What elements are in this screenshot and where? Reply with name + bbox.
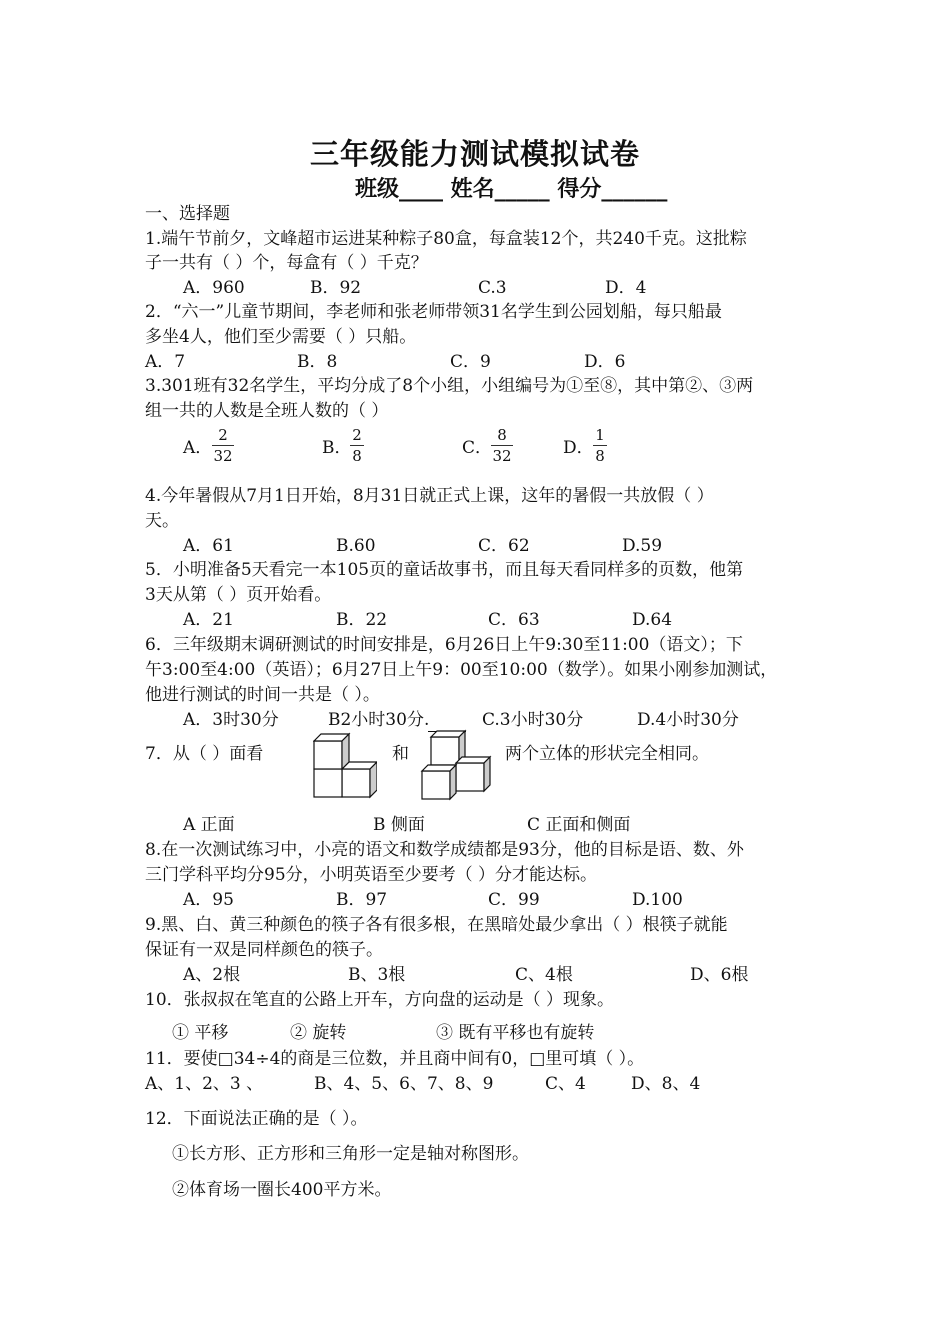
q7-text-and: 和 (392, 744, 409, 764)
page-title: 三年级能力测试模拟试卷 (309, 137, 640, 171)
q5-option-b: B．22 (336, 610, 388, 630)
q7-option-c: C 正面和侧面 (527, 815, 631, 835)
fraction-bar (350, 445, 364, 446)
q2-option-a: A．7 (145, 352, 186, 372)
q10-option-1: ① 平移 (172, 1023, 229, 1043)
q9-option-d: D、6根 (690, 965, 749, 985)
q4-option-c: C．62 (478, 536, 530, 556)
q6-option-a: A．3时30分 (183, 710, 279, 730)
q10-option-3: ③ 既有平移也有旋转 (436, 1023, 595, 1043)
q12-statement-1: ①长方形、正方形和三角形一定是轴对称图形。 (172, 1144, 529, 1164)
q5-option-a: A．21 (183, 610, 234, 630)
q9-line1: 9.黑、白、黄三种颜色的筷子各有很多根，在黑暗处最少拿出（ ）根筷子就能 (145, 915, 728, 935)
q3-option-a-fraction (212, 426, 234, 465)
q9-option-a: A、2根 (183, 965, 241, 985)
q9-line2: 保证有一双是同样颜色的筷子。 (145, 940, 383, 960)
q4-option-b: B.60 (336, 536, 376, 556)
fraction-bar (212, 445, 234, 446)
q3-option-d-fraction (593, 426, 607, 465)
fraction-numerator: 2 (352, 426, 362, 444)
q3-option-b-label: B． (322, 438, 352, 458)
fraction-numerator: 1 (595, 426, 605, 444)
q1-line1: 1.端午节前夕，文峰超市运进某种粽子80盒，每盒装12个，共240千克。这批粽 (145, 229, 747, 249)
q5-option-d: D.64 (632, 610, 673, 630)
fraction-denominator: 8 (595, 447, 605, 465)
q4-option-a: A．61 (183, 536, 234, 556)
q4-line2: 天。 (145, 511, 179, 531)
q11-line1: 11．要使□34÷4的商是三位数，并且商中间有0，□里可填（ ）。 (145, 1049, 645, 1069)
q1-option-d: D．4 (605, 278, 647, 298)
q2-option-b: B．8 (297, 352, 338, 372)
q7-text-end: 两个立体的形状完全相同。 (505, 744, 709, 764)
q2-line1: 2．“六一”儿童节期间，李老师和张老师带领31名学生到公园划船，每只船最 (145, 302, 722, 322)
fraction-bar (491, 445, 513, 446)
fraction-numerator: 2 (218, 426, 228, 444)
fraction-numerator: 8 (497, 426, 507, 444)
q6-line1: 6．三年级期末调研测试的时间安排是，6月26日上午9:30至11:00（语文）；下 (145, 635, 743, 655)
q8-option-b: B．97 (336, 890, 388, 910)
q6-option-b: B2小时30分. (328, 710, 430, 730)
q10-line1: 10．张叔叔在笔直的公路上开车，方向盘的运动是（ ）现象。 (145, 990, 615, 1010)
fraction-denominator: 32 (213, 447, 233, 465)
q5-line1: 5．小明准备5天看完一本105页的童话故事书，而且每天看同样多的页数，他第 (145, 560, 744, 580)
q11-option-b: B、4、5、6、7、8、9 (314, 1074, 494, 1094)
solid-figure-1 (313, 732, 377, 800)
q6-option-c: C.3小时30分 (482, 710, 584, 730)
q2-option-c: C．9 (450, 352, 491, 372)
q1-option-a: A．960 (183, 278, 245, 298)
q6-line3: 他进行测试的时间一共是（ ）。 (145, 685, 380, 705)
solid-figure-2 (420, 729, 494, 801)
student-info-line: 班级____ 姓名_____ 得分______ (355, 177, 668, 202)
q11-option-d: D、8、4 (631, 1074, 701, 1094)
q11-option-c: C、4 (545, 1074, 586, 1094)
q2-line2: 多坐4人，他们至少需要（ ）只船。 (145, 327, 417, 347)
q7-text-start: 7．从（ ）面看 (145, 744, 264, 764)
fraction-bar (593, 445, 607, 446)
q3-option-c-fraction (491, 426, 513, 465)
q8-line1: 8.在一次测试练习中，小亮的语文和数学成绩都是93分，他的目标是语、数、外 (145, 840, 744, 860)
q3-option-c-label: C． (462, 438, 493, 458)
q4-option-d: D.59 (622, 536, 663, 556)
q9-option-c: C、4根 (515, 965, 573, 985)
q3-option-a-label: A． (183, 438, 213, 458)
q1-line2: 子一共有（ ）个，每盒有（ ）千克？ (145, 253, 428, 273)
fraction-denominator: 32 (492, 447, 512, 465)
q3-line2: 组一共的人数是全班人数的（ ） (145, 401, 389, 421)
q6-option-d: D.4小时30分 (637, 710, 739, 730)
q8-option-d: D.100 (632, 890, 683, 910)
q8-option-c: C．99 (488, 890, 540, 910)
section-heading: 一、选择题 (145, 204, 230, 224)
q7-option-a: A 正面 (183, 815, 235, 835)
q12-line1: 12．下面说法正确的是（ ）。 (145, 1109, 368, 1129)
q7-option-b: B 侧面 (373, 815, 425, 835)
q3-line1: 3.301班有32名学生，平均分成了8个小组，小组编号为①至⑧，其中第②、③两 (145, 376, 754, 396)
q11-option-a: A、1、2、3 、 (145, 1074, 264, 1094)
q3-option-b-fraction (350, 426, 364, 465)
q4-line1: 4.今年暑假从7月1日开始，8月31日就正式上课，这年的暑假一共放假（ ） (145, 486, 714, 506)
q8-option-a: A．95 (183, 890, 234, 910)
q3-option-d-label: D． (563, 438, 594, 458)
q2-option-d: D．6 (584, 352, 626, 372)
fraction-denominator: 8 (352, 447, 362, 465)
q8-line2: 三门学科平均分95分，小明英语至少要考（ ）分才能达标。 (145, 865, 598, 885)
q5-option-c: C．63 (488, 610, 540, 630)
q1-option-c: C.3 (478, 278, 507, 298)
q10-option-2: ② 旋转 (290, 1023, 347, 1043)
q5-line2: 3天从第（ ）页开始看。 (145, 585, 332, 605)
q12-statement-2: ②体育场一圈长400平方米。 (172, 1180, 392, 1200)
q6-line2: 午3:00至4:00（英语）；6月27日上午9：00至10:00（数学）。如果小刚参加测试， (145, 660, 778, 680)
q9-option-b: B、3根 (348, 965, 406, 985)
q1-option-b: B．92 (310, 278, 362, 298)
